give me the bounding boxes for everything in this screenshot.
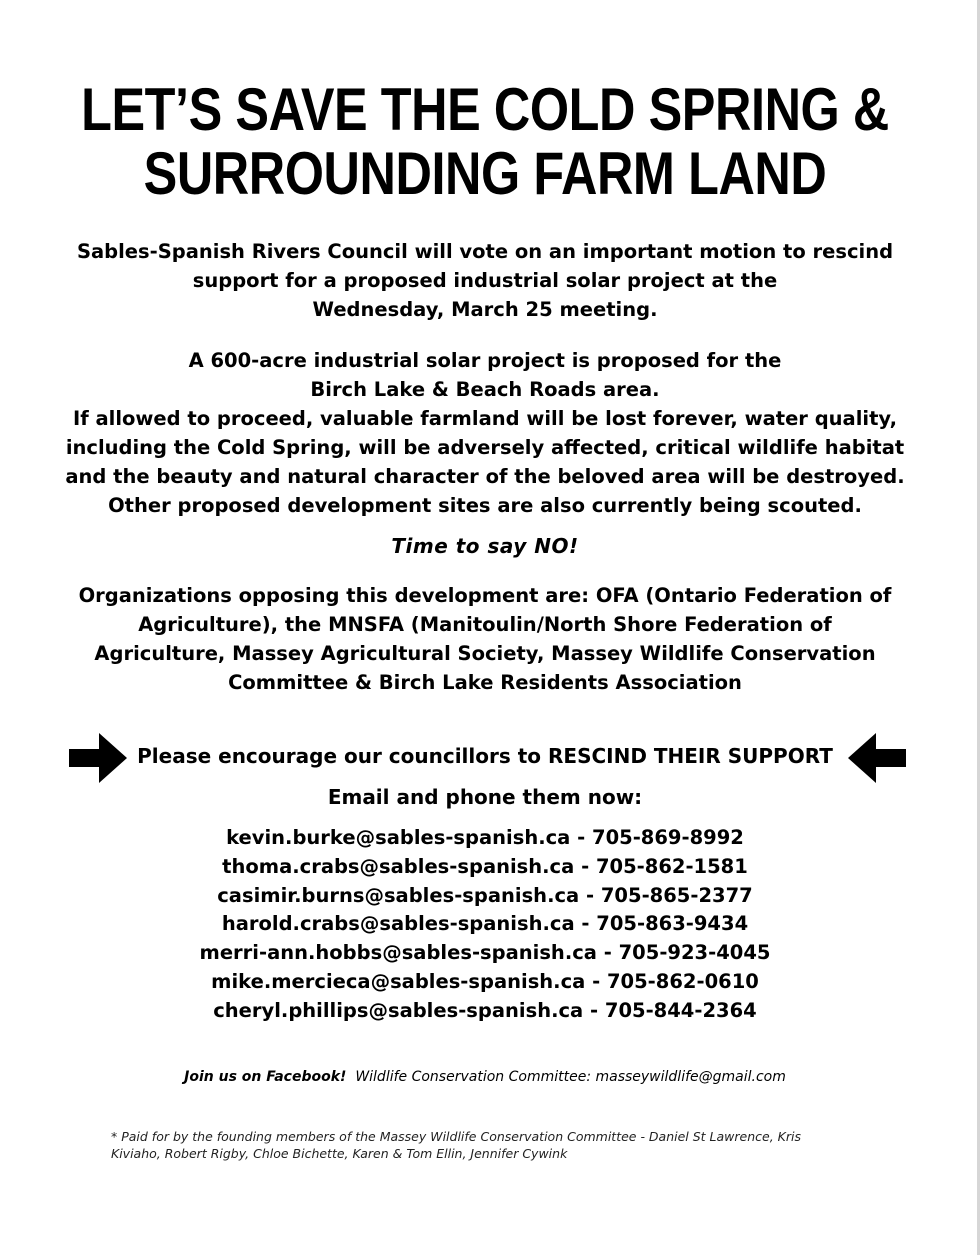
flyer-title — [78, 78, 893, 206]
facebook-lead: Join us on Facebook! — [184, 1069, 347, 1085]
arrow-left-icon — [848, 733, 906, 783]
time-to-say-no: Time to say NO! — [391, 534, 579, 558]
intro-line: Wednesday, March 25 meeting. — [312, 298, 658, 321]
project-line: including the Cold Spring, will be adversely affected, critical wildlife habitat — [65, 436, 905, 459]
facebook-contact: Wildlife Conservation Committee: masseywildlife@gmail.com — [355, 1069, 786, 1085]
contact-entry: mike.mercieca@sables-spanish.ca - 705-862-0610 — [211, 969, 759, 993]
intro-line: support for a proposed industrial solar project at the — [192, 269, 778, 292]
contact-entry: harold.crabs@sables-spanish.ca - 705-863-9434 — [221, 912, 749, 936]
contact-list — [0, 824, 970, 1026]
project-line: and the beauty and natural character of the beloved area will be destroyed. — [65, 465, 905, 488]
contact-entry: merri-ann.hobbs@sables-spanish.ca - 705-923-4045 — [199, 941, 771, 965]
organizations-line: Agriculture, Massey Agricultural Society, Massey Wildlife Conservation — [94, 642, 876, 665]
organizations-line: Organizations opposing this development are: OFA (Ontario Federation of — [78, 584, 892, 607]
project-line: Other proposed development sites are also currently being scouted. — [108, 494, 862, 517]
intro-paragraph — [0, 237, 970, 324]
organizations-paragraph — [0, 581, 970, 697]
project-line: Birch Lake & Beach Roads area. — [310, 378, 660, 401]
contact-entry: casimir.burns@sables-spanish.ca - 705-865-2377 — [217, 883, 753, 907]
organizations-line: Committee & Birch Lake Residents Association — [228, 671, 742, 694]
email-heading: Email and phone them now: — [327, 785, 643, 809]
contact-entry: thoma.crabs@sables-spanish.ca - 705-862-1581 — [222, 854, 748, 878]
intro-line: Sables-Spanish Rivers Council will vote on an important motion to rescind — [76, 240, 894, 263]
encourage-message: Please encourage our councillors to RESCIND THEIR SUPPORT — [137, 744, 833, 768]
contact-entry: kevin.burke@sables-spanish.ca - 705-869-8992 — [226, 826, 744, 849]
contact-entry: cheryl.phillips@sables-spanish.ca - 705-844-2364 — [213, 998, 757, 1022]
organizations-line: Agriculture), the MNSFA (Manitoulin/North Shore Federation of — [138, 613, 832, 636]
paid-for-footnote: * Paid for by the founding members of the Massey Wildlife Conservation Committee - Daniel St Lawrence, Kris Kiviaho, Robert Rigby, Chloe Bichette, Karen & Tom Ellin, Jennifer Cywink — [111, 1129, 801, 1161]
project-line: If allowed to proceed, valuable farmland will be lost forever, water quality, — [72, 407, 898, 430]
flyer-title-line-1: LET’S SAVE THE COLD SPRING & — [81, 76, 889, 143]
project-line: A 600-acre industrial solar project is proposed for the — [188, 349, 782, 372]
project-paragraph — [0, 346, 970, 520]
flyer-title-line-2: SURROUNDING FARM LAND — [143, 140, 827, 207]
facebook-line — [0, 1067, 970, 1087]
